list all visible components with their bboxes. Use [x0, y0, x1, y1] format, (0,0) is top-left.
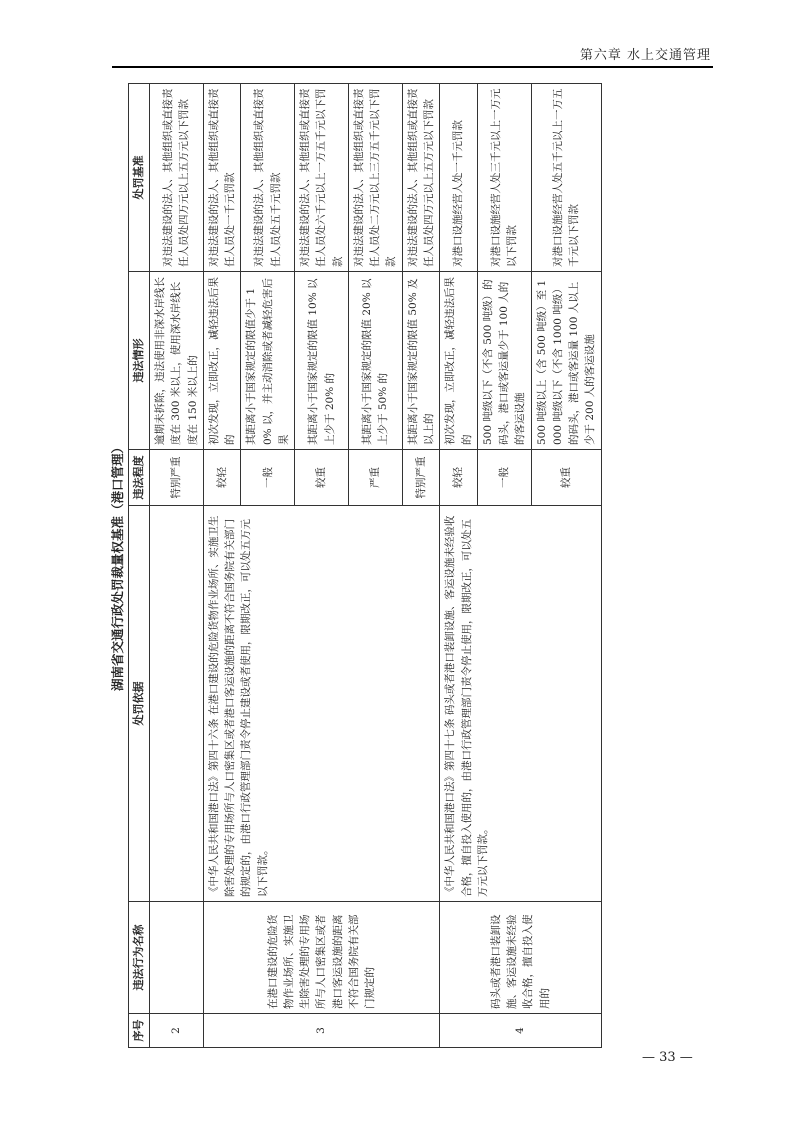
table-row — [203, 84, 241, 1048]
penalty-standard: 对违法建设的法人、其他组织或直接责任人员处一千元罚款 — [203, 84, 241, 272]
col-header-no: 序号 — [129, 1014, 150, 1048]
penalty-standard: 对违法建设的法人、其他组织或直接责任人员处四万元以上五万元以下罚款 — [150, 84, 204, 272]
violation-degree: 一般 — [241, 450, 295, 506]
violation-situation: 其距离小于国家规定的限值 20% 以上少于 50% 的 — [348, 272, 402, 450]
violation-situation: 500 吨级以下（不含 500 吨级）的码头，港口或客运量少于 100 人的的客运设施 — [477, 272, 531, 450]
violation-situation: 其距离小于国家规定的限值 10% 以上少于 20% 的 — [295, 272, 349, 450]
penalty-standard: 对违法建设的法人、其他组织或直接责任人员处六千元以上一万五千元以下罚款 — [295, 84, 349, 272]
violation-name: 在港口建设的危险货物作业场所、实施卫生除害处理的专用场所与人口密集区或者港口客运设施的距离不符合国务院有关部门规定的 — [203, 902, 439, 1014]
col-header-degree: 违法程度 — [129, 450, 150, 506]
violation-situation: 其距离小于国家规定的限值 50% 及以上的 — [402, 272, 440, 450]
col-header-basis: 处罚依据 — [129, 506, 150, 902]
penalty-table — [128, 83, 602, 1048]
header-rule — [112, 66, 713, 68]
violation-situation: 500 吨级以上（含 500 吨级）至 1000 吨级以下（不含 1000 吨级）的码头，港口或客运量 100 人以上少于 200 人的客运设施 — [531, 272, 601, 450]
row-number: 2 — [150, 1014, 204, 1048]
violation-degree: 一般 — [477, 450, 531, 506]
row-number: 3 — [203, 1014, 439, 1048]
penalty-standard: 对港口设施经营人处一千元罚款 — [440, 84, 478, 272]
penalty-basis — [150, 506, 204, 902]
rotated-table-wrapper — [108, 84, 712, 1048]
table-title: 湖南省交通行政处罚裁量权基准（港口管理） — [110, 441, 125, 692]
violation-degree: 较轻 — [203, 450, 241, 506]
table-row — [440, 84, 478, 1048]
row-number: 4 — [440, 1014, 601, 1048]
violation-degree: 特别严重 — [402, 450, 440, 506]
penalty-standard: 对港口设施经营人处五千元以上一万五千元以下罚款 — [531, 84, 601, 272]
chapter-header: 第六章 水上交通管理 — [579, 48, 711, 63]
penalty-standard: 对港口设施经营人处三千元以上一万元以下罚款 — [477, 84, 531, 272]
penalty-standard: 对违法建设的法人、其他组织或直接责任人员处四万元以上五万元以下罚款 — [402, 84, 440, 272]
violation-situation: 初次发现，立即改正，减轻违法后果的 — [203, 272, 241, 450]
table-header-row — [129, 84, 150, 1048]
violation-situation: 其距离小于国家规定的限值少于 10% 以，并主动消除或者减轻危害后果 — [241, 272, 295, 450]
penalty-standard: 对违法建设的法人、其他组织或直接责任人员处五千元罚款 — [241, 84, 295, 272]
violation-name — [150, 902, 204, 1014]
page-number: — 33 — — [642, 1050, 693, 1065]
violation-degree: 较轻 — [440, 450, 478, 506]
violation-degree: 较重 — [531, 450, 601, 506]
violation-degree: 严重 — [348, 450, 402, 506]
col-header-name: 违法行为名称 — [129, 902, 150, 1014]
violation-situation: 逾期未拆除，违法使用非深水岸线长度在 300 米以上，使用深水岸线长度在 150 米以上的 — [150, 272, 204, 450]
violation-degree: 特别严重 — [150, 450, 204, 506]
violation-degree: 较重 — [295, 450, 349, 506]
penalty-standard: 对违法建设的法人、其他组织或直接责任人员处二万元以上三万五千元以下罚款 — [348, 84, 402, 272]
penalty-basis: 《中华人民共和国港口法》第四十六条 在港口建设的危险货物作业场所、实施卫生除害处理的专用场所与人口密集区或者港口客运设施的距离不符合国务院有关部门的规定的，由港口行政管理部门责令停止建设或者使用，限期改正，可以处五万元以下罚款。 — [203, 506, 439, 902]
violation-situation: 初次发现，立即改正，减轻违法后果的 — [440, 272, 478, 450]
violation-name: 码头或者港口装卸设施、客运设施未经验收合格，擅自投入使用的 — [440, 902, 601, 1014]
penalty-basis: 《中华人民共和国港口法》第四十七条 码头或者港口装卸设施、客运设施未经验收合格，擅自投入使用的，由港口行政管理部门责令停止使用，限期改正，可以处五万元以下罚款。 — [440, 506, 601, 902]
table-row — [150, 84, 204, 1048]
col-header-situation: 违法情形 — [129, 272, 150, 450]
col-header-penalty: 处罚基准 — [129, 84, 150, 272]
